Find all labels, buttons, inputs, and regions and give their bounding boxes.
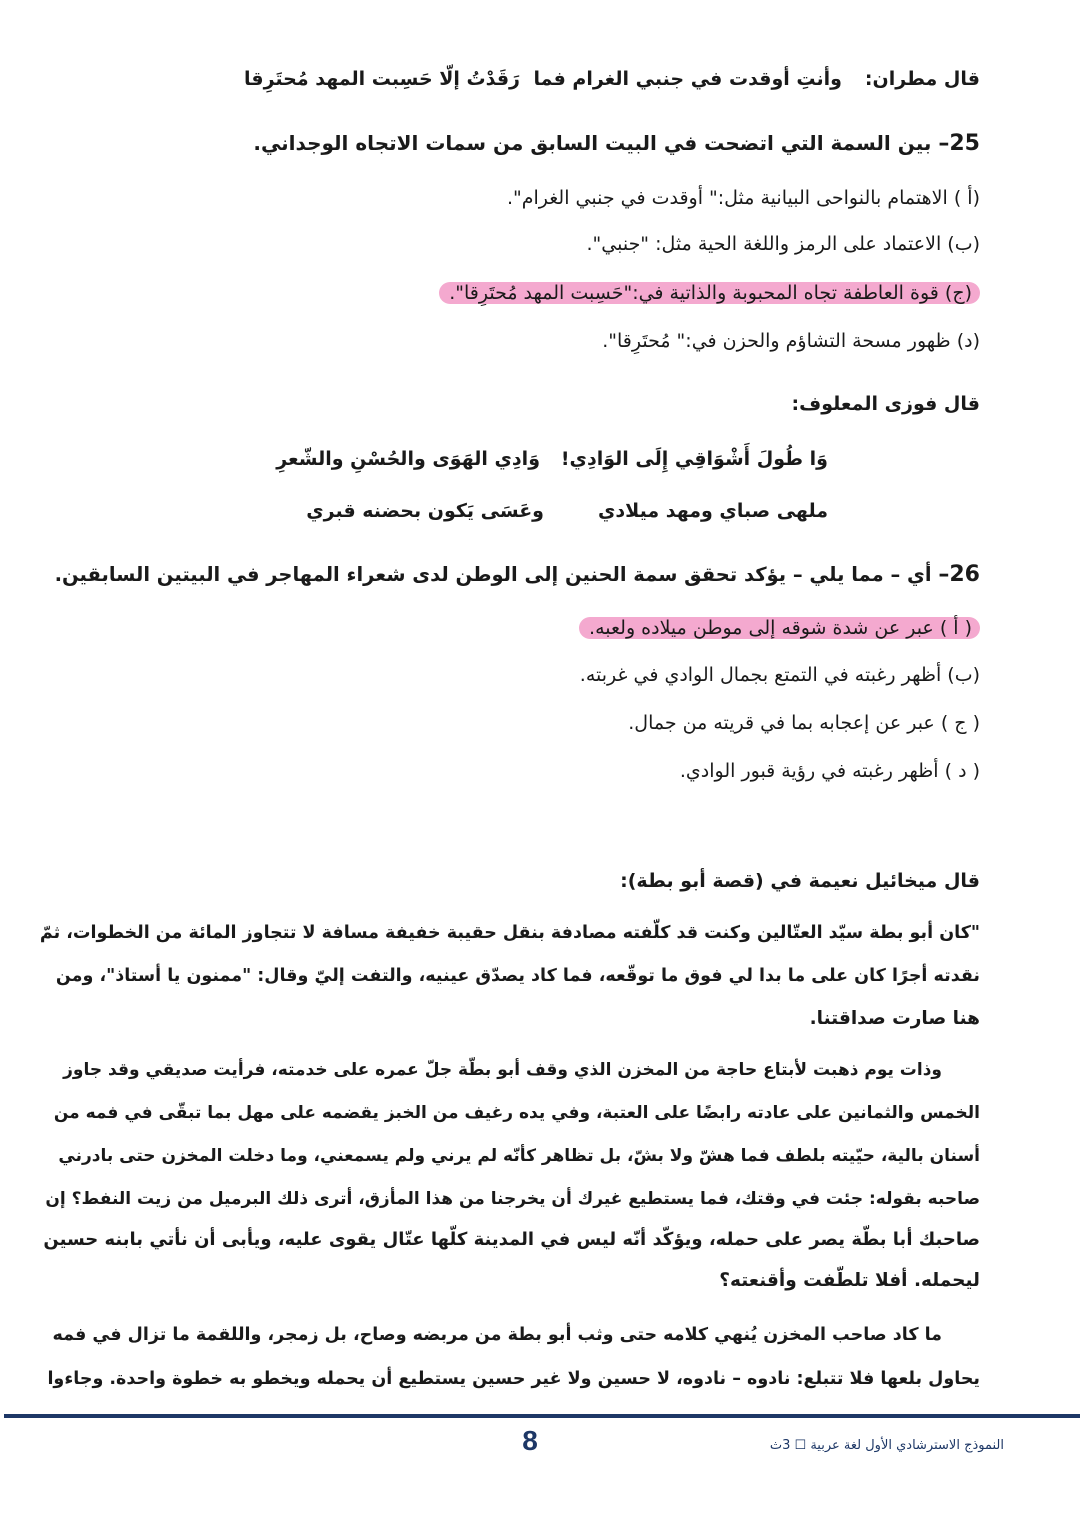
passage-line: أسنان بالية، حيّيته بلطف فما هشّ ولا بشّ، بل تظاهر كأنّه لم يرني ولم يسمعني، وما دخلت المخزن حتى بادرني [58,1146,980,1166]
passage-intro: قال ميخائيل نعيمة في (قصة أبو بطة): [620,870,980,892]
option-text: قوة العاطفة تجاه المحبوبة والذاتية في:"حَسِبت المهد مُحتَرِقا". [449,282,939,304]
q26-option-b[interactable] [580,660,980,690]
option-text: الاهتمام بالنواحى البيانية مثل:" أوقدت في جنبي الغرام". [506,187,948,209]
passage-line: نقدته أجرًا كان على ما بدا لي فوق ما توقّعه، فما كاد يصدّق عينيه، والتفت إليّ وقال: "ممنون يا أستاذ"، ومن [55,966,980,986]
poem-hemistich-1: وأنتِ أوقدت في جنبي الغرام فما [533,68,842,90]
poem-speaker-maalouf: قال فوزى المعلوف: [791,393,980,415]
verse-2-first-hemistich: ملهى صباي ومهد ميلادي [598,500,828,522]
question-25 [253,128,980,159]
question-number: 25– [938,131,980,156]
q26-option-d[interactable] [680,756,980,786]
passage-line: صاحبك أبا بطّة يصر على حمله، ويؤكّد أنّه ليس في المدينة كلّها عتّال يقوى عليه، ويأبى أن نأتي بابنه حسين [43,1229,980,1250]
option-text: عبر عن شدة شوقه إلى موطن ميلاده ولعبه. [589,617,934,639]
option-label: (ج) [944,282,972,304]
passage-line: ليحمله. أفلا تلطّفت وأقنعته؟ [719,1270,980,1291]
highlighted-answer [579,617,980,639]
option-text: عبر عن إعجابه بما في قريته من جمال. [628,712,935,734]
passage-line: "كان أبو بطة سيّد العتّالين وكنت قد كلّفته مصادفة بنقل حقيبة خفيفة مسافة لا تتجاوز المائة من الخطوات، ثمّ [39,923,980,943]
passage-line: صاحبه بقوله: جئت في وقتك، فما يستطيع غيرك أن يخرجنا من هذا المأزق، أترى ذلك البرميل من زيت النفط؟ إن [45,1189,980,1209]
q25-option-a[interactable] [507,183,980,213]
poem-hemistich-2: رَقَدْتُ إلّا حَسِبت المهد مُحتَرِقا [244,68,520,90]
option-label: (ب) [947,233,980,255]
highlighted-answer [439,282,980,304]
question-26 [55,560,980,590]
option-text: أظهر رغبته في رؤية قبور الوادي. [679,760,939,782]
q25-option-d[interactable] [602,326,980,356]
footer-divider [4,1414,1080,1418]
option-label: ( ج ) [940,712,980,734]
verse-2-second-hemistich: وعَسَى يَكون بحضنه قبري [306,500,544,522]
option-label: (أ ) [953,187,980,209]
option-label: (ب) [947,664,980,686]
passage-line: وذات يوم ذهبت لأبتاع حاجة من المخزن الذي وقف أبو بطّة جلّ عمره على خدمته، فرأيت صديقي وقد جاوز [63,1060,942,1080]
poem-speaker-mutran: قال مطران: [864,68,980,90]
passage-line: ما كاد صاحب المخزن يُنهي كلامه حتى وثب أبو بطة من مربضه وصاح، بل زمجر، واللقمة ما تزال في فمه [52,1325,942,1345]
q25-option-b[interactable] [586,229,980,259]
question-number: 26– [938,562,980,587]
page-number: 8 [522,1425,538,1456]
passage-line: الخمس والثمانين على عادته رابضًا على العتبة، وفي يده رغيف من الخبز يقضمه على مهل بما تبقّى في فمه من [53,1103,980,1123]
option-text: أظهر رغبته في التمتع بجمال الوادي في غربته. [579,664,942,686]
question-text: بين السمة التي اتضحت في البيت السابق من سمات الاتجاه الوجداني. [253,131,932,155]
option-label: (د) [956,330,980,352]
q25-option-c[interactable] [439,278,980,308]
option-text: الاعتماد على الرمز واللغة الحية مثل: "جنبي". [586,233,942,255]
option-text: ظهور مسحة التشاؤم والحزن في:" مُحتَرِقا". [602,330,951,352]
passage-line: هنا صارت صداقتنا. [809,1008,980,1029]
q26-option-a[interactable] [579,613,980,643]
footer-caption: النموذج الاسترشادي الأول لغة عربية ☐ 3ث [769,1438,1004,1453]
verse-1-first-hemistich: وَا طُولَ أَشْوَاقِي إِلَى الوَادِي! [560,448,828,470]
option-label: ( أ ) [939,617,972,639]
question-text: أي – مما يلي – يؤكد تحقق سمة الحنين إلى الوطن لدى شعراء المهاجر في البيتين السابقين. [54,563,932,586]
verse-1-second-hemistich: وَادِي الهَوَى والحُسْنِ والشّعرِ [276,448,540,470]
option-label: ( د ) [944,760,980,782]
passage-line: يحاول بلعها فلا تتبلع: نادوه – نادوه، لا حسين ولا غير حسين يستطيع أن يحمله ويخطو به خطوة واحدة. وجاءوا [47,1369,980,1389]
q26-option-c[interactable] [628,708,980,738]
